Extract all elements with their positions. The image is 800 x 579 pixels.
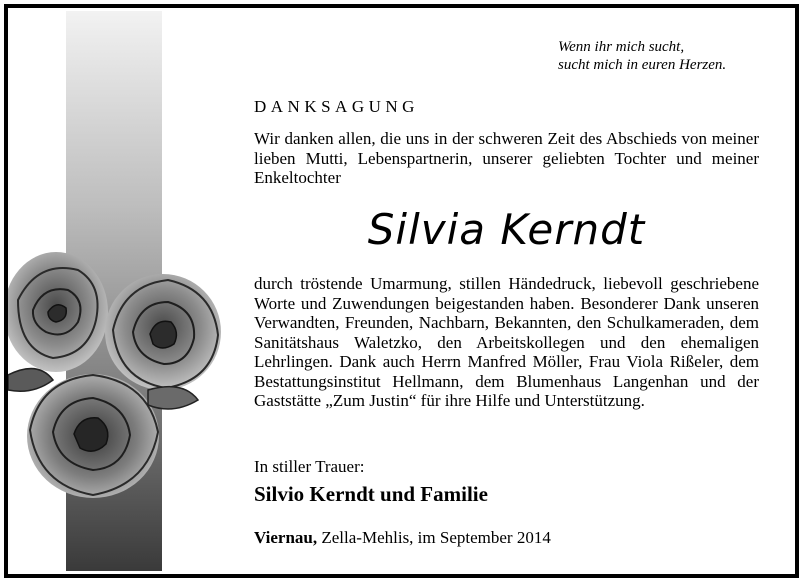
roses-illustration: [8, 240, 223, 510]
rose-top-left: [8, 252, 108, 372]
location-date: [254, 528, 551, 548]
quote-line-2: sucht mich in euren Herzen.: [558, 57, 727, 73]
location-town: Viernau,: [254, 528, 318, 547]
rose-bottom: [27, 374, 159, 498]
location-rest: Zella-Mehlis, im September 2014: [317, 528, 551, 547]
rose-right: [105, 274, 221, 390]
family-name: Silvio Kerndt und Familie: [254, 482, 488, 506]
mourning-label: In stiller Trauer:: [254, 457, 365, 476]
body-paragraph: durch tröstende Umarmung, stillen Händedruck, liebevoll geschriebene Worte und Zuwendungen beigestanden haben. Besonderer Dank unseren Verwandten, Freunden, Nachbarn, Bekannten, den Schulkameraden, dem Sanitätshaus Waletzko, den Arbeitskollegen und den ehemaligen Lehrlingen. Dank auch Herrn Manfred Möller, Frau Viola Rißeler, dem Bestattungsinstitut Hellmann, dem Blumenhaus Langenhan und der Gaststätte „Zum Justin“ für ihre Hilfe und Unterstützung.: [254, 274, 759, 410]
heading: DANKSAGUNG: [254, 97, 419, 116]
quote-line-1: Wenn ihr mich sucht,: [558, 39, 685, 55]
notice-frame: [4, 4, 799, 578]
intro-paragraph: Wir danken allen, die uns in der schweren Zeit des Abschieds von meiner lieben Mutti, Lebenspartnerin, unserer geliebten Tochter und meiner Enkeltochter: [254, 129, 759, 187]
deceased-name: Silvia Kerndt: [367, 205, 646, 254]
quote: [558, 38, 726, 74]
